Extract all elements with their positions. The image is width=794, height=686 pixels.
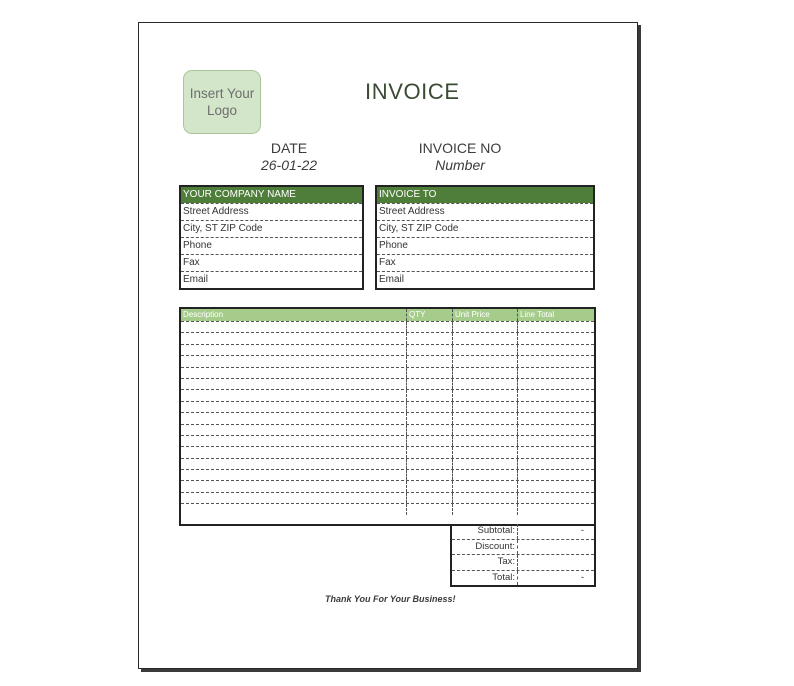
line-item-cell[interactable] bbox=[452, 368, 517, 378]
line-item-cell[interactable] bbox=[406, 459, 452, 469]
invoice-no-block bbox=[406, 140, 514, 173]
line-item-cell[interactable] bbox=[406, 402, 452, 412]
line-item-cell[interactable] bbox=[517, 447, 594, 457]
invoice-to-header[interactable]: INVOICE TO bbox=[377, 187, 593, 203]
line-item-cell[interactable] bbox=[517, 356, 594, 366]
total-label: Total: bbox=[492, 571, 515, 583]
line-item-cell[interactable] bbox=[406, 379, 452, 389]
invoice-to-fax[interactable]: Fax bbox=[377, 254, 593, 271]
line-item-row[interactable] bbox=[181, 332, 594, 343]
col-unit-price: Unit Price bbox=[452, 309, 517, 321]
line-item-cell[interactable] bbox=[181, 470, 406, 480]
line-item-cell[interactable] bbox=[517, 493, 594, 503]
thank-you-note: Thank You For Your Business! bbox=[325, 594, 456, 604]
line-item-cell[interactable] bbox=[406, 447, 452, 457]
line-item-cell[interactable] bbox=[181, 402, 406, 412]
line-item-cell[interactable] bbox=[452, 470, 517, 480]
line-item-row[interactable] bbox=[181, 503, 594, 514]
total-value[interactable]: - bbox=[517, 571, 594, 586]
line-item-cell[interactable] bbox=[517, 379, 594, 389]
date-value[interactable]: 26-01-22 bbox=[260, 157, 318, 173]
line-item-cell[interactable] bbox=[517, 504, 594, 514]
line-item-row[interactable] bbox=[181, 344, 594, 355]
line-item-cell[interactable] bbox=[181, 390, 406, 400]
line-item-row[interactable] bbox=[181, 492, 594, 503]
line-item-cell[interactable] bbox=[517, 322, 594, 332]
company-phone[interactable]: Phone bbox=[181, 237, 362, 254]
line-item-cell[interactable] bbox=[517, 425, 594, 435]
line-item-row[interactable] bbox=[181, 424, 594, 435]
col-qty: QTY bbox=[406, 309, 452, 321]
line-item-cell[interactable] bbox=[406, 504, 452, 514]
invoice-to-phone[interactable]: Phone bbox=[377, 237, 593, 254]
line-item-cell[interactable] bbox=[181, 459, 406, 469]
line-item-cell[interactable] bbox=[181, 425, 406, 435]
line-item-cell[interactable] bbox=[181, 413, 406, 423]
subtotal-value[interactable]: - bbox=[517, 524, 594, 539]
totals-block bbox=[450, 524, 596, 587]
line-item-cell[interactable] bbox=[517, 436, 594, 446]
line-item-cell[interactable] bbox=[452, 493, 517, 503]
discount-row bbox=[452, 539, 594, 555]
line-item-cell[interactable] bbox=[406, 413, 452, 423]
tax-row bbox=[452, 554, 594, 570]
logo-placeholder[interactable] bbox=[183, 70, 261, 134]
invoice-to-email[interactable]: Email bbox=[377, 271, 593, 288]
logo-text-line1: Insert Your bbox=[189, 86, 255, 101]
line-item-row[interactable] bbox=[181, 367, 594, 378]
line-item-cell[interactable] bbox=[181, 356, 406, 366]
line-items-table bbox=[179, 307, 596, 526]
invoice-page bbox=[138, 22, 638, 669]
company-city[interactable]: City, ST ZIP Code bbox=[181, 220, 362, 237]
line-item-cell[interactable] bbox=[452, 504, 517, 514]
line-item-cell[interactable] bbox=[406, 333, 452, 343]
line-items-header bbox=[181, 309, 594, 321]
company-fax[interactable]: Fax bbox=[181, 254, 362, 271]
subtotal-label: Subtotal: bbox=[477, 525, 515, 536]
line-item-cell[interactable] bbox=[452, 322, 517, 332]
line-item-cell[interactable] bbox=[181, 368, 406, 378]
line-item-cell[interactable] bbox=[181, 493, 406, 503]
line-item-row[interactable] bbox=[181, 469, 594, 480]
line-item-cell[interactable] bbox=[452, 345, 517, 355]
line-item-cell[interactable] bbox=[517, 390, 594, 400]
line-item-cell[interactable] bbox=[517, 333, 594, 343]
col-description: Description bbox=[183, 310, 224, 319]
line-item-cell[interactable] bbox=[406, 436, 452, 446]
line-item-cell[interactable] bbox=[406, 470, 452, 480]
line-item-cell[interactable] bbox=[181, 333, 406, 343]
line-item-cell[interactable] bbox=[406, 322, 452, 332]
line-item-cell[interactable] bbox=[517, 368, 594, 378]
line-item-cell[interactable] bbox=[452, 459, 517, 469]
line-items-body bbox=[181, 321, 594, 524]
tax-value[interactable] bbox=[517, 555, 594, 570]
line-item-cell[interactable] bbox=[181, 322, 406, 332]
line-item-cell[interactable] bbox=[406, 481, 452, 491]
line-item-cell[interactable] bbox=[406, 356, 452, 366]
line-item-cell[interactable] bbox=[517, 459, 594, 469]
line-item-cell[interactable] bbox=[452, 390, 517, 400]
date-block bbox=[234, 140, 344, 173]
date-label: DATE bbox=[270, 140, 308, 156]
col-line-total: Line Total bbox=[517, 309, 594, 321]
line-item-cell[interactable] bbox=[517, 481, 594, 491]
line-item-row[interactable] bbox=[181, 321, 594, 332]
tax-label: Tax: bbox=[497, 556, 515, 567]
line-item-cell[interactable] bbox=[406, 493, 452, 503]
invoice-to-street[interactable]: Street Address bbox=[377, 203, 593, 220]
line-item-cell[interactable] bbox=[452, 447, 517, 457]
line-item-cell[interactable] bbox=[452, 436, 517, 446]
line-item-row[interactable] bbox=[181, 435, 594, 446]
line-item-cell[interactable] bbox=[517, 470, 594, 480]
line-item-cell[interactable] bbox=[452, 425, 517, 435]
line-item-cell[interactable] bbox=[406, 425, 452, 435]
line-item-cell[interactable] bbox=[181, 436, 406, 446]
line-item-cell[interactable] bbox=[517, 413, 594, 423]
invoice-no-label: INVOICE NO bbox=[418, 140, 502, 156]
line-item-cell[interactable] bbox=[181, 345, 406, 355]
line-item-cell[interactable] bbox=[452, 402, 517, 412]
line-item-cell[interactable] bbox=[406, 390, 452, 400]
line-item-row[interactable] bbox=[181, 458, 594, 469]
invoice-no-value[interactable]: Number bbox=[435, 157, 485, 173]
invoice-to-box bbox=[375, 185, 595, 290]
invoice-to-city[interactable]: City, ST ZIP Code bbox=[377, 220, 593, 237]
line-item-row[interactable] bbox=[181, 401, 594, 412]
line-item-cell[interactable] bbox=[452, 413, 517, 423]
logo-text-line2: Logo bbox=[206, 103, 238, 118]
line-item-row[interactable] bbox=[181, 389, 594, 400]
line-item-cell[interactable] bbox=[452, 356, 517, 366]
line-item-cell[interactable] bbox=[406, 345, 452, 355]
line-item-cell[interactable] bbox=[181, 379, 406, 389]
line-item-row[interactable] bbox=[181, 480, 594, 491]
company-email[interactable]: Email bbox=[181, 271, 362, 288]
line-item-row[interactable] bbox=[181, 355, 594, 366]
line-item-cell[interactable] bbox=[452, 379, 517, 389]
line-item-row[interactable] bbox=[181, 412, 594, 423]
discount-label: Discount: bbox=[475, 540, 515, 552]
company-street[interactable]: Street Address bbox=[181, 203, 362, 220]
line-item-cell[interactable] bbox=[181, 504, 406, 514]
company-header[interactable]: YOUR COMPANY NAME bbox=[181, 187, 362, 203]
line-item-row[interactable] bbox=[181, 446, 594, 457]
line-item-cell[interactable] bbox=[452, 481, 517, 491]
logo-text bbox=[187, 85, 257, 119]
line-item-row[interactable] bbox=[181, 378, 594, 389]
line-item-cell[interactable] bbox=[452, 333, 517, 343]
subtotal-row bbox=[452, 524, 594, 539]
line-item-cell[interactable] bbox=[517, 345, 594, 355]
discount-value[interactable] bbox=[517, 540, 594, 555]
line-item-cell[interactable] bbox=[406, 368, 452, 378]
line-item-cell[interactable] bbox=[517, 402, 594, 412]
line-item-cell[interactable] bbox=[181, 447, 406, 457]
line-item-cell[interactable] bbox=[181, 481, 406, 491]
invoice-title: INVOICE bbox=[365, 79, 460, 104]
total-row bbox=[452, 570, 594, 586]
company-box bbox=[179, 185, 364, 290]
